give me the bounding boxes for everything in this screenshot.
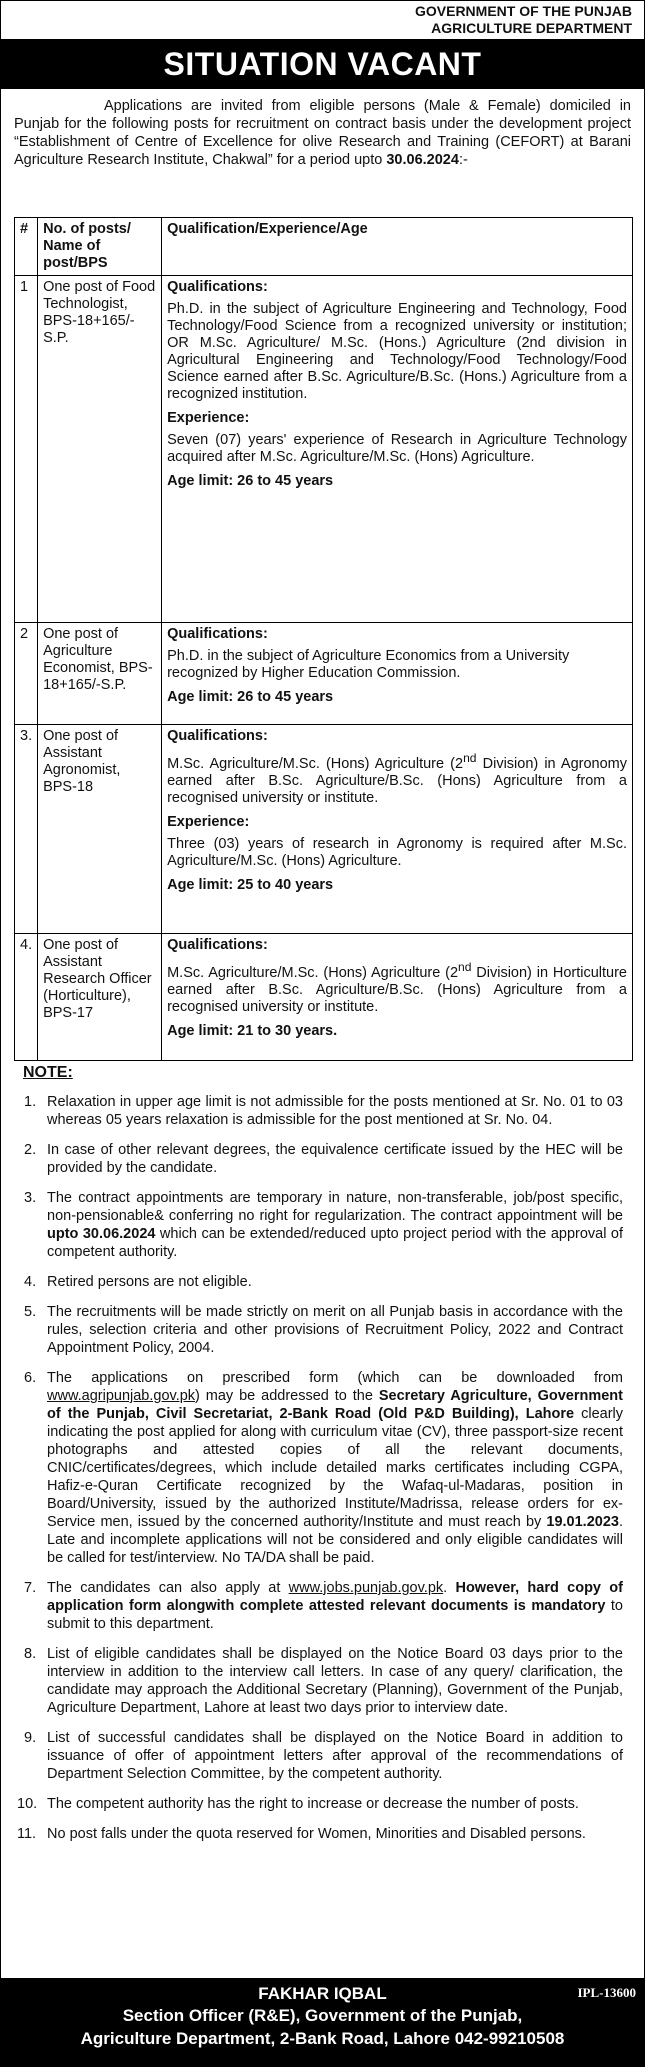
posts-table [14, 217, 633, 1061]
qualifications-text: M.Sc. Agriculture/M.Sc. (Hons) Agriculture (2nd Division) in Agronomy earned after B.Sc. Agriculture/B.Sc. (Hons) Agriculture from a recognised university or institute. [167, 751, 627, 806]
table-row [15, 276, 633, 623]
signatory-address: Agriculture Department, 2-Bank Road, Lahore 042-99210508 [80, 2029, 565, 2048]
header-department: AGRICULTURE DEPARTMENT [431, 20, 632, 36]
footer [1, 1978, 644, 2066]
qualifications-heading: Qualifications: [167, 937, 268, 953]
note-item: 1. Relaxation in upper age limit is not admissible for the posts mentioned at Sr. No. 01 to 03 whereas 05 years relaxation is admissible for the post mentioned at Sr. No. 04. [24, 1094, 623, 1128]
intro-suffix: :- [458, 152, 468, 168]
note-item: 4. Retired persons are not eligible. [24, 1274, 252, 1290]
intro-text: Applications are invited from eligible persons (Male & Female) domiciled in Punjab for the following posts for recruitment on contract basis under the development project “Establishment of Centre of Excellence for olive Research and Training (CEFORT) at Barani Agriculture Research Institute, Chakwal” for a period upto [14, 98, 631, 168]
row-post: One post of Assistant Research Officer (Horticulture), BPS-17 [38, 934, 162, 1061]
header-posts: No. of posts/ Name of post/BPS [38, 218, 162, 276]
signatory-designation: Section Officer (R&E), Government of the Punjab, [122, 2006, 523, 2025]
qualifications-text: Ph.D. in the subject of Agriculture Economics from a University recognized by Higher Education Commission. [167, 648, 570, 681]
note-title: NOTE: [23, 1064, 73, 1081]
note-item: 11. No post falls under the quota reserved for Women, Minorities and Disabled persons. [17, 1826, 586, 1842]
ipl-number: IPL-13600 [577, 1985, 636, 2000]
note-item: 5. The recruitments will be made strictly on merit on all Punjab basis in accordance with the rules, selection criteria and other provisions of Recruitment Policy, 2022 and Contract Appointment Policy, 2004. [24, 1304, 623, 1356]
table-row [15, 725, 633, 934]
notes-list [11, 1093, 623, 1855]
note-item: 7. The candidates can also apply at www.jobs.punjab.gov.pk. However, hard copy of application form alongwith complete attested relevant documents is mandatory to submit to this department. [24, 1580, 623, 1632]
row-qualification [162, 276, 633, 623]
header-government: GOVERNMENT OF THE PUNJAB [414, 3, 632, 19]
agripunjab-link[interactable]: www.agripunjab.gov.pk [47, 1388, 196, 1404]
experience-heading: Experience: [167, 410, 250, 426]
age-limit: Age limit: 26 to 45 years [167, 689, 334, 705]
note-item: 3. The contract appointments are temporary in nature, non-transferable, job/post specific, non-pensionable& conferring no right for regularization. The contract appointment will be upto 30.06.2024 which can be extended/reduced upto project period with the approval of competent authority. [24, 1190, 623, 1260]
qualifications-heading: Qualifications: [167, 728, 268, 744]
note-item: 8. List of eligible candidates shall be displayed on the Notice Board 03 days prior to the interview in addition to the interview call letters. In case of any query/ clarification, the candidate may approach the Additional Secretary (Planning), Government of the Punjab, Agriculture Department, Lahore at least two days prior to interview date. [24, 1646, 623, 1716]
age-limit: Age limit: 26 to 45 years [167, 473, 334, 489]
qualifications-heading: Qualifications: [167, 626, 268, 642]
intro-paragraph [1, 89, 644, 193]
note-item: 6. The applications on prescribed form (which can be downloaded from www.agripunjab.gov.pk) may be addressed to the Secretary Agriculture, Government of the Punjab, Civil Secretariat, 2-Bank Road (Old P&D Building), Lahore clearly indicating the post applied for along with curriculum vitae (CV), three passport-size recent photographs and attested copies of all the relevant documents, CNIC/certificates/degrees, which include detailed marks certificates including CGPA, Hafiz-e-Quran Certificate recognized by the Wafaq-ul-Madaras, position in Board/University, issued by the authorized Institute/Madrissa, release orders for ex-Service men, issued by the concerned authority/Institute and must reach by 19.01.2023. Late and incomplete applications will not be considered and only eligible candidates will be called for test/interview. No TA/DA shall be paid. [24, 1370, 624, 1566]
jobs-punjab-link[interactable]: www.jobs.punjab.gov.pk [288, 1580, 444, 1596]
note-item: 10. The competent authority has the right to increase or decrease the number of posts. [17, 1796, 579, 1812]
qualifications-text: Ph.D. in the subject of Agriculture Engineering and Technology, Food Technology/Food Science from a recognized university or institution; OR M.Sc. Agriculture/ M.Sc. (Hons.) Agriculture (2nd division in Agricultural Engineering and Technology/Food Technology/Food Science earned after B.Sc. Agriculture/B.Sc. (Hons.) Agriculture from a recognized institution. [167, 301, 627, 402]
row-post: One post of Assistant Agronomist, BPS-18 [38, 725, 162, 934]
header-num: # [15, 218, 38, 276]
header [1, 1, 644, 39]
table-header-row [15, 218, 633, 276]
qualifications-heading: Qualifications: [167, 279, 268, 295]
row-post: One post of Food Technologist, BPS-18+165/-S.P. [38, 276, 162, 623]
row-post: One post of Agriculture Economist, BPS-18+165/-S.P. [38, 623, 162, 725]
row-number: 2 [15, 623, 38, 725]
experience-text: Three (03) years of research in Agronomy is required after M.Sc. Agriculture/M.Sc. (Hons) Agriculture. [167, 835, 627, 869]
experience-text: Seven (07) years' experience of Research in Agriculture Technology acquired after M.Sc. Agriculture/M.Sc. (Hons) Agriculture. [167, 432, 627, 465]
row-qualification [162, 725, 633, 934]
signatory-name: FAKHAR IQBAL [258, 1984, 387, 2003]
note-item: 9. List of successful candidates shall be displayed on the Notice Board in addition to issuance of offer of appointment letters after approval of the recommendations of Department Selection Committee, by the competent authority. [24, 1730, 623, 1782]
row-qualification [162, 934, 633, 1061]
experience-heading: Experience: [167, 813, 250, 830]
qualifications-text: M.Sc. Agriculture/M.Sc. (Hons) Agriculture (2nd Division) in Horticulture earned after B.Sc. Agriculture/B.Sc. (Hons) Agriculture from a recognised university or institute. [167, 960, 627, 1015]
table-row [15, 623, 633, 725]
age-limit: Age limit: 21 to 30 years. [167, 1022, 338, 1039]
row-number: 4. [15, 934, 38, 1061]
header-qualification: Qualification/Experience/Age [162, 218, 633, 276]
row-qualification [162, 623, 633, 725]
intro-date: 30.06.2024 [386, 152, 459, 168]
situation-vacant-banner: SITUATION VACANT [1, 39, 644, 89]
age-limit: Age limit: 25 to 40 years [167, 876, 334, 893]
table-row [15, 934, 633, 1061]
note-item: 2. In case of other relevant degrees, the equivalence certificate issued by the HEC will be provided by the candidate. [24, 1142, 623, 1176]
row-number: 3. [15, 725, 38, 934]
row-number: 1 [15, 276, 38, 623]
